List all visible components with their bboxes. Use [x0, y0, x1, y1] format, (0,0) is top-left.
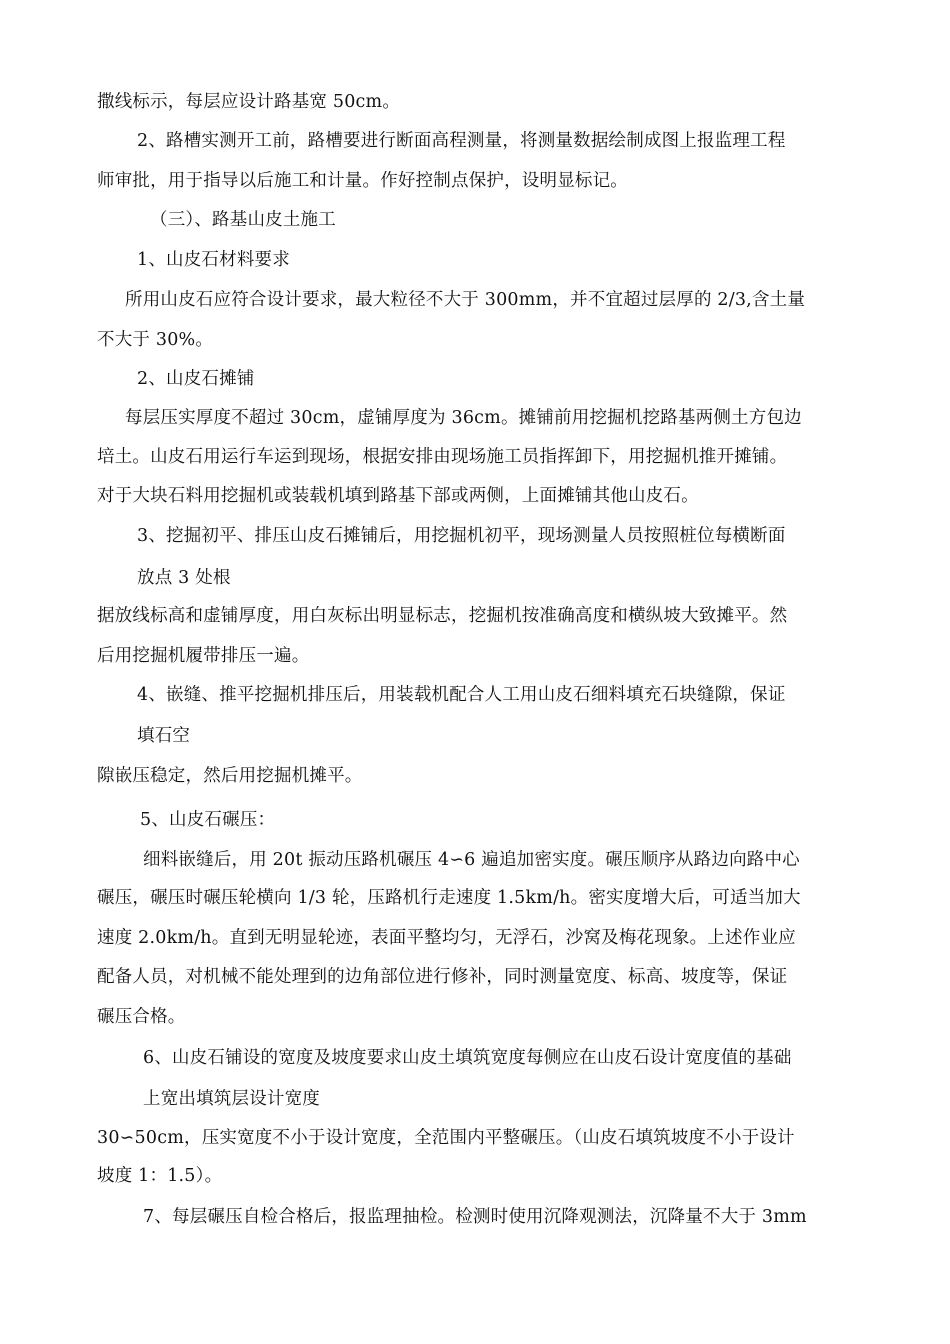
text-line: 不大于 30%。 [97, 330, 214, 350]
section-heading: （三）、路基山皮土施工 [150, 210, 336, 230]
text-line: 每层压实厚度不超过 30cm，虚铺厚度为 36cm。摊铺前用挖掘机挖路基两侧土方包边 [125, 408, 802, 428]
text-line: 6、山皮石铺设的宽度及坡度要求山皮土填筑宽度每侧应在山皮石设计宽度值的基础 [143, 1048, 792, 1068]
text-line: 后用挖掘机履带排压一遍。 [97, 646, 310, 666]
subheading: 1、山皮石材料要求 [137, 250, 290, 270]
text-line: 所用山皮石应符合设计要求，最大粒径不大于 300mm，并不宜超过层厚的 2/3,含土量 [125, 290, 806, 310]
text-line: 4、嵌缝、推平挖掘机排压后，用装载机配合人工用山皮石细料填充石块缝隙，保证 [137, 685, 786, 705]
text-line: 师审批，用于指导以后施工和计量。作好控制点保护，设明显标记。 [97, 171, 628, 191]
subheading: 2、山皮石摊铺 [137, 369, 255, 389]
text-line: 放点 3 处根 [137, 568, 231, 588]
text-line: 上宽出填筑层设计宽度 [143, 1089, 320, 1109]
text-line: 碾压，碾压时碾压轮横向 1/3 轮，压路机行走速度 1.5km/h。密实度增大后，可适当加大 [97, 888, 801, 908]
subheading: 5、山皮石碾压： [140, 810, 276, 830]
text-line: 坡度 1：1.5）。 [97, 1166, 223, 1186]
text-line: 培土。山皮石用运行车运到现场，根据安排由现场施工员指挥卸下，用挖掘机推开摊铺。 [97, 447, 788, 467]
text-line: 细料嵌缝后，用 20t 振动压路机碾压 4∽6 遍追加密实度。碾压顺序从路边向路中心 [143, 850, 800, 870]
text-line: 30∽50cm，压实宽度不小于设计宽度，全范围内平整碾压。（山皮石填筑坡度不小于设计 [97, 1128, 795, 1148]
text-line: 2、路槽实测开工前，路槽要进行断面高程测量，将测量数据绘制成图上报监理工程 [137, 131, 786, 151]
text-line: 撒线标示，每层应设计路基宽 50cm。 [97, 92, 401, 112]
text-line: 对于大块石料用挖掘机或装载机填到路基下部或两侧，上面摊铺其他山皮石。 [97, 486, 699, 506]
text-line: 3、挖掘初平、排压山皮石摊铺后，用挖掘机初平，现场测量人员按照桩位每横断面 [137, 526, 786, 546]
text-line: 隙嵌压稳定，然后用挖掘机摊平。 [97, 766, 363, 786]
text-line: 据放线标高和虚铺厚度，用白灰标出明显标志，挖掘机按准确高度和横纵坡大致摊平。然 [97, 606, 788, 626]
text-line: 碾压合格。 [97, 1007, 186, 1027]
text-line: 速度 2.0km/h。直到无明显轮迹，表面平整均匀，无浮石，沙窝及梅花现象。上述作业应 [97, 928, 796, 948]
text-line: 配备人员，对机械不能处理到的边角部位进行修补，同时测量宽度、标高、坡度等，保证 [97, 967, 788, 987]
text-line: 7、每层碾压自检合格后，报监理抽检。检测时使用沉降观测法，沉降量不大于 3mm [143, 1207, 807, 1227]
text-line: 填石空 [137, 726, 191, 746]
